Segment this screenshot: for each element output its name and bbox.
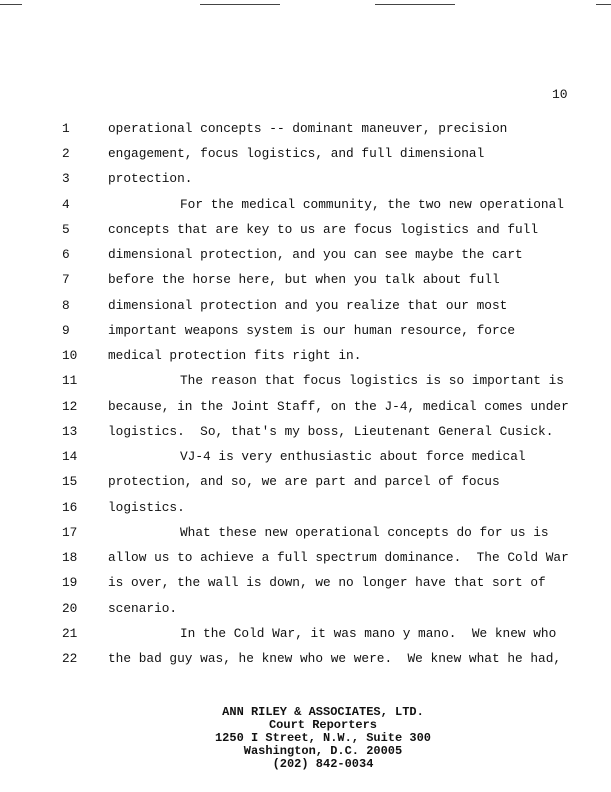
line-number: 19 xyxy=(62,575,78,591)
line-text: The reason that focus logistics is so important is xyxy=(180,373,564,389)
line-text: logistics. So, that's my boss, Lieutenant General Cusick. xyxy=(108,423,554,439)
line-number: 20 xyxy=(62,600,78,616)
line-text: the bad guy was, he knew who we were. We knew what he had, xyxy=(108,651,562,667)
footer-subtitle: Court Reporters xyxy=(268,718,378,732)
footer-company: ANN RILEY & ASSOCIATES, LTD. xyxy=(222,705,424,719)
line-text: concepts that are key to us are focus logistics and full xyxy=(108,221,539,237)
scan-artifact-line xyxy=(0,4,22,5)
line-text: because, in the Joint Staff, on the J-4, medical comes under xyxy=(108,398,569,414)
line-number: 5 xyxy=(62,221,70,237)
line-number: 9 xyxy=(62,322,70,338)
line-number: 2 xyxy=(62,146,70,162)
line-text: scenario. xyxy=(108,600,178,616)
line-number: 7 xyxy=(62,272,70,288)
line-number: 18 xyxy=(62,550,78,566)
line-text: engagement, focus logistics, and full dimensional xyxy=(108,146,485,162)
line-text: protection. xyxy=(108,171,193,187)
line-number: 16 xyxy=(62,499,78,515)
line-text: operational concepts -- dominant maneuver, precision xyxy=(108,121,508,136)
line-text: In the Cold War, it was mano y mano. We knew who xyxy=(180,625,557,641)
line-text: important weapons system is our human resource, force xyxy=(108,322,516,338)
footer-address: 1250 I Street, N.W., Suite 300 xyxy=(214,731,432,745)
line-number: 10 xyxy=(62,348,78,364)
line-text: dimensional protection and you realize that our most xyxy=(108,297,508,313)
line-text: logistics. xyxy=(108,499,185,515)
line-number: 17 xyxy=(62,524,78,540)
line-text: VJ-4 is very enthusiastic about force medical xyxy=(180,449,526,465)
scan-artifact-line xyxy=(596,4,611,5)
line-text: What these new operational concepts do for us is xyxy=(180,524,549,540)
line-text: dimensional protection, and you can see maybe the cart xyxy=(108,247,523,263)
line-number: 15 xyxy=(62,474,78,490)
footer-city: Washington, D.C. 20005 xyxy=(243,744,403,758)
line-text: protection, and so, we are part and parcel of focus xyxy=(108,474,500,490)
line-number: 6 xyxy=(62,247,70,263)
line-number: 14 xyxy=(62,449,78,465)
line-text: medical protection fits right in. xyxy=(108,348,362,364)
line-text: For the medical community, the two new operational xyxy=(180,196,564,212)
line-text: allow us to achieve a full spectrum dominance. The Cold War xyxy=(108,550,569,566)
footer-phone: (202) 842-0034 xyxy=(272,757,374,771)
line-number: 3 xyxy=(62,171,70,187)
line-number: 4 xyxy=(62,196,70,212)
footer xyxy=(0,706,611,771)
line-number: 1 xyxy=(62,121,70,136)
line-number: 21 xyxy=(62,625,78,641)
line-number: 8 xyxy=(62,297,70,313)
scan-artifact-line xyxy=(375,4,455,5)
scan-artifact-line xyxy=(200,4,280,5)
line-number: 22 xyxy=(62,651,78,667)
page-number: 10 xyxy=(552,87,568,102)
line-number: 12 xyxy=(62,398,78,414)
line-number: 11 xyxy=(62,373,78,389)
line-text: before the horse here, but when you talk about full xyxy=(108,272,500,288)
line-number: 13 xyxy=(62,423,78,439)
line-text: is over, the wall is down, we no longer have that sort of xyxy=(108,575,546,591)
